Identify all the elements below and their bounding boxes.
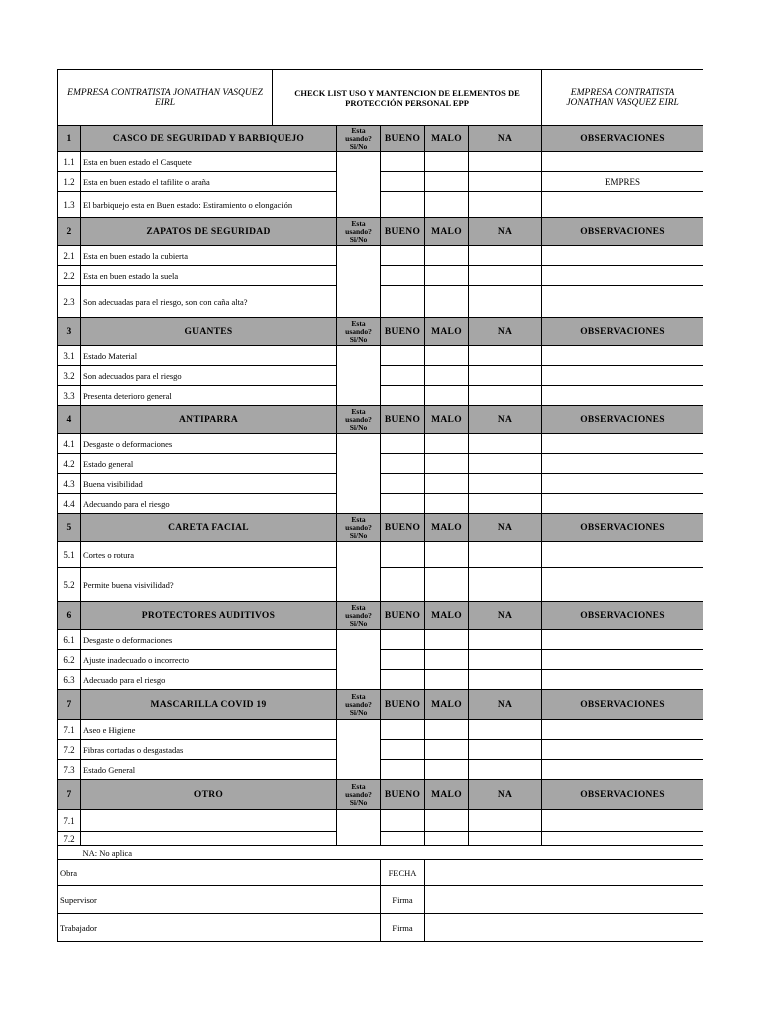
- item-number: 7.3: [58, 760, 81, 780]
- na-checkbox-cell[interactable]: [469, 760, 542, 780]
- bad-checkbox-cell[interactable]: [425, 832, 469, 846]
- bad-column-header: MALO: [425, 318, 469, 346]
- item-description: Son adecuados para el riesgo: [81, 366, 337, 386]
- good-checkbox-cell[interactable]: [381, 568, 425, 602]
- checklist-item-row: [58, 810, 704, 832]
- na-checkbox-cell[interactable]: [469, 670, 542, 690]
- observation-cell[interactable]: [542, 740, 703, 760]
- na-checkbox-cell[interactable]: [469, 720, 542, 740]
- checklist-item-row: [58, 152, 704, 172]
- item-number: 4.2: [58, 454, 81, 474]
- na-checkbox-cell[interactable]: [469, 568, 542, 602]
- header-row: [58, 70, 704, 126]
- good-checkbox-cell[interactable]: [381, 454, 425, 474]
- observation-cell[interactable]: [542, 832, 703, 846]
- good-checkbox-cell[interactable]: [381, 192, 425, 218]
- using-column-header: Esta usando? Si/No: [337, 514, 381, 542]
- good-checkbox-cell[interactable]: [381, 740, 425, 760]
- observation-cell[interactable]: [542, 266, 703, 286]
- checklist-item-row: [58, 246, 704, 266]
- document-title: CHECK LIST USO Y MANTENCION DE ELEMENTOS DE PROTECCIÓN PERSONAL EPP: [273, 70, 542, 126]
- na-checkbox-cell[interactable]: [469, 832, 542, 846]
- bad-column-header: MALO: [425, 126, 469, 152]
- bad-column-header: MALO: [425, 602, 469, 630]
- na-checkbox-cell[interactable]: [469, 152, 542, 172]
- right-company-name: EMPRESA CONTRATISTA JONATHAN VASQUEZ EIRL: [542, 70, 703, 126]
- item-description: Desgaste o deformaciones: [81, 630, 337, 650]
- item-description: Son adecuadas para el riesgo, son con caña alta?: [81, 286, 337, 318]
- good-checkbox-cell[interactable]: [381, 832, 425, 846]
- section-header-row: [58, 690, 704, 720]
- na-column-header: NA: [469, 602, 542, 630]
- bad-checkbox-cell[interactable]: [425, 286, 469, 318]
- observation-cell[interactable]: [542, 434, 703, 454]
- checklist-item-row: [58, 454, 704, 474]
- na-checkbox-cell[interactable]: [469, 386, 542, 406]
- observation-cell[interactable]: [542, 810, 703, 832]
- using-column-header: Esta usando? Si/No: [337, 218, 381, 246]
- observation-cell[interactable]: [542, 346, 703, 366]
- checklist-item-row: [58, 474, 704, 494]
- bad-checkbox-cell[interactable]: [425, 760, 469, 780]
- section-title: GUANTES: [81, 318, 337, 346]
- bad-column-header: MALO: [425, 780, 469, 810]
- bad-checkbox-cell[interactable]: [425, 810, 469, 832]
- item-description: [81, 810, 337, 832]
- using-column-header: Esta usando? Si/No: [337, 126, 381, 152]
- using-answer-cell[interactable]: [337, 346, 381, 406]
- na-column-header: NA: [469, 406, 542, 434]
- na-checkbox-cell[interactable]: [469, 266, 542, 286]
- item-description: Ajuste inadecuado o incorrecto: [81, 650, 337, 670]
- observations-column-header: OBSERVACIONES: [542, 218, 703, 246]
- item-description: Aseo e Higiene: [81, 720, 337, 740]
- item-description: Fibras cortadas o desgastadas: [81, 740, 337, 760]
- section-number: 1: [58, 126, 81, 152]
- using-answer-cell[interactable]: [337, 246, 381, 318]
- bad-checkbox-cell[interactable]: [425, 386, 469, 406]
- section-number: 4: [58, 406, 81, 434]
- supervisor-label: Supervisor: [58, 886, 381, 914]
- na-checkbox-cell[interactable]: [469, 346, 542, 366]
- na-checkbox-cell[interactable]: [469, 286, 542, 318]
- good-column-header: BUENO: [381, 406, 425, 434]
- checklist-table: [57, 69, 703, 942]
- good-checkbox-cell[interactable]: [381, 494, 425, 514]
- section-title: ZAPATOS DE SEGURIDAD: [81, 218, 337, 246]
- good-checkbox-cell[interactable]: [381, 760, 425, 780]
- good-checkbox-cell[interactable]: [381, 542, 425, 568]
- bad-checkbox-cell[interactable]: [425, 630, 469, 650]
- item-description: Esta en buen estado el tafilite o araña: [81, 172, 337, 192]
- section-title: CASCO DE SEGURIDAD Y BARBIQUEJO: [81, 126, 337, 152]
- checklist-item-row: [58, 720, 704, 740]
- good-column-header: BUENO: [381, 780, 425, 810]
- section-title: PROTECTORES AUDITIVOS: [81, 602, 337, 630]
- checklist-item-row: [58, 386, 704, 406]
- section-header-row: [58, 318, 704, 346]
- good-checkbox-cell[interactable]: [381, 172, 425, 192]
- good-checkbox-cell[interactable]: [381, 670, 425, 690]
- bad-checkbox-cell[interactable]: [425, 346, 469, 366]
- na-checkbox-cell[interactable]: [469, 810, 542, 832]
- checklist-item-row: [58, 366, 704, 386]
- item-description: El barbiquejo esta en Buen estado: Estiramiento o elongación: [81, 192, 337, 218]
- using-answer-cell[interactable]: [337, 434, 381, 514]
- signature-row: [58, 914, 704, 942]
- checklist-item-row: [58, 192, 704, 218]
- item-description: Buena visibilidad: [81, 474, 337, 494]
- signature-field[interactable]: [425, 886, 703, 914]
- bad-column-header: MALO: [425, 218, 469, 246]
- observation-cell[interactable]: [542, 246, 703, 266]
- bad-checkbox-cell[interactable]: [425, 434, 469, 454]
- item-description: Esta en buen estado la suela: [81, 266, 337, 286]
- checklist-item-row: [58, 832, 704, 846]
- na-column-header: NA: [469, 690, 542, 720]
- signature-row: [58, 886, 704, 914]
- bad-checkbox-cell[interactable]: [425, 192, 469, 218]
- na-column-header: NA: [469, 218, 542, 246]
- na-checkbox-cell[interactable]: [469, 740, 542, 760]
- bad-checkbox-cell[interactable]: [425, 720, 469, 740]
- na-column-header: NA: [469, 126, 542, 152]
- na-checkbox-cell[interactable]: [469, 474, 542, 494]
- section-title: CARETA FACIAL: [81, 514, 337, 542]
- bad-checkbox-cell[interactable]: [425, 454, 469, 474]
- bad-checkbox-cell[interactable]: [425, 246, 469, 266]
- observations-column-header: OBSERVACIONES: [542, 514, 703, 542]
- item-number: 7.2: [58, 832, 81, 846]
- item-description: Estado general: [81, 454, 337, 474]
- checklist-item-row: [58, 760, 704, 780]
- good-checkbox-cell[interactable]: [381, 630, 425, 650]
- bad-column-header: MALO: [425, 690, 469, 720]
- good-checkbox-cell[interactable]: [381, 346, 425, 366]
- item-number: 2.3: [58, 286, 81, 318]
- observation-cell[interactable]: EMPRES: [542, 172, 703, 192]
- bad-checkbox-cell[interactable]: [425, 542, 469, 568]
- item-number: 1.2: [58, 172, 81, 192]
- bad-column-header: MALO: [425, 514, 469, 542]
- section-number: 7: [58, 690, 81, 720]
- section-number: 3: [58, 318, 81, 346]
- item-description: Adecuando para el riesgo: [81, 494, 337, 514]
- observations-column-header: OBSERVACIONES: [542, 318, 703, 346]
- good-checkbox-cell[interactable]: [381, 366, 425, 386]
- item-number: 5.2: [58, 568, 81, 602]
- section-header-row: [58, 406, 704, 434]
- observations-column-header: OBSERVACIONES: [542, 406, 703, 434]
- item-number: 3.1: [58, 346, 81, 366]
- using-column-header: Esta usando? Si/No: [337, 780, 381, 810]
- checklist-sheet: [57, 69, 703, 947]
- na-checkbox-cell[interactable]: [469, 650, 542, 670]
- good-checkbox-cell[interactable]: [381, 720, 425, 740]
- item-number: 6.1: [58, 630, 81, 650]
- observation-cell[interactable]: [542, 630, 703, 650]
- na-checkbox-cell[interactable]: [469, 246, 542, 266]
- good-checkbox-cell[interactable]: [381, 474, 425, 494]
- item-description: Estado General: [81, 760, 337, 780]
- checklist-item-row: [58, 630, 704, 650]
- section-header-row: [58, 126, 704, 152]
- supervisor-signature-label: Firma: [381, 886, 425, 914]
- section-number: 2: [58, 218, 81, 246]
- item-number: 1.3: [58, 192, 81, 218]
- bad-checkbox-cell[interactable]: [425, 494, 469, 514]
- section-title: MASCARILLA COVID 19: [81, 690, 337, 720]
- section-header-row: [58, 602, 704, 630]
- observation-cell[interactable]: [542, 650, 703, 670]
- na-checkbox-cell[interactable]: [469, 172, 542, 192]
- checklist-item-row: [58, 650, 704, 670]
- observation-cell[interactable]: [542, 474, 703, 494]
- observation-cell[interactable]: [542, 760, 703, 780]
- observation-cell[interactable]: [542, 720, 703, 740]
- checklist-item-row: [58, 568, 704, 602]
- section-number: 6: [58, 602, 81, 630]
- item-description: Esta en buen estado la cubierta: [81, 246, 337, 266]
- good-checkbox-cell[interactable]: [381, 386, 425, 406]
- item-number: 6.3: [58, 670, 81, 690]
- item-number: 3.2: [58, 366, 81, 386]
- item-number: 4.4: [58, 494, 81, 514]
- item-description: Permite buena visivilidad?: [81, 568, 337, 602]
- observation-cell[interactable]: [542, 454, 703, 474]
- item-number: 6.2: [58, 650, 81, 670]
- section-header-row: [58, 514, 704, 542]
- obra-label: Obra: [58, 860, 381, 886]
- na-checkbox-cell[interactable]: [469, 192, 542, 218]
- observations-column-header: OBSERVACIONES: [542, 690, 703, 720]
- note-row: [58, 846, 704, 860]
- good-checkbox-cell[interactable]: [381, 650, 425, 670]
- using-column-header: Esta usando? Si/No: [337, 690, 381, 720]
- checklist-item-row: [58, 670, 704, 690]
- good-checkbox-cell[interactable]: [381, 246, 425, 266]
- item-number: 2.2: [58, 266, 81, 286]
- signature-row: [58, 860, 704, 886]
- section-header-row: [58, 780, 704, 810]
- item-number: 4.3: [58, 474, 81, 494]
- section-number: 7: [58, 780, 81, 810]
- checklist-item-row: [58, 494, 704, 514]
- using-answer-cell[interactable]: [337, 630, 381, 690]
- fecha-label: FECHA: [381, 860, 425, 886]
- using-answer-cell[interactable]: [337, 542, 381, 602]
- na-column-header: NA: [469, 318, 542, 346]
- section-header-row: [58, 218, 704, 246]
- na-checkbox-cell[interactable]: [469, 454, 542, 474]
- good-column-header: BUENO: [381, 514, 425, 542]
- good-column-header: BUENO: [381, 602, 425, 630]
- item-description: Adecuado para el riesgo: [81, 670, 337, 690]
- good-checkbox-cell[interactable]: [381, 266, 425, 286]
- bad-column-header: MALO: [425, 406, 469, 434]
- na-checkbox-cell[interactable]: [469, 630, 542, 650]
- good-column-header: BUENO: [381, 218, 425, 246]
- observations-column-header: OBSERVACIONES: [542, 602, 703, 630]
- checklist-item-row: [58, 286, 704, 318]
- observation-cell[interactable]: [542, 192, 703, 218]
- item-number: 7.1: [58, 810, 81, 832]
- using-answer-cell[interactable]: [337, 810, 381, 846]
- good-column-header: BUENO: [381, 318, 425, 346]
- bad-checkbox-cell[interactable]: [425, 172, 469, 192]
- na-checkbox-cell[interactable]: [469, 366, 542, 386]
- observation-cell[interactable]: [542, 366, 703, 386]
- good-checkbox-cell[interactable]: [381, 152, 425, 172]
- section-title: ANTIPARRA: [81, 406, 337, 434]
- item-number: 1.1: [58, 152, 81, 172]
- bad-checkbox-cell[interactable]: [425, 366, 469, 386]
- worker-signature-label: Firma: [381, 914, 425, 942]
- checklist-item-row: [58, 266, 704, 286]
- checklist-item-row: [58, 172, 704, 192]
- good-checkbox-cell[interactable]: [381, 810, 425, 832]
- observation-cell[interactable]: [542, 542, 703, 568]
- signature-field[interactable]: [425, 914, 703, 942]
- section-number: 5: [58, 514, 81, 542]
- item-description: [81, 832, 337, 846]
- bad-checkbox-cell[interactable]: [425, 266, 469, 286]
- item-description: Desgaste o deformaciones: [81, 434, 337, 454]
- item-description: Esta en buen estado el Casquete: [81, 152, 337, 172]
- observation-cell[interactable]: [542, 152, 703, 172]
- na-column-header: NA: [469, 514, 542, 542]
- using-column-header: Esta usando? Si/No: [337, 602, 381, 630]
- item-number: 2.1: [58, 246, 81, 266]
- worker-label: Trabajador: [58, 914, 381, 942]
- observation-cell[interactable]: [542, 386, 703, 406]
- item-description: Estado Material: [81, 346, 337, 366]
- observations-column-header: OBSERVACIONES: [542, 126, 703, 152]
- checklist-item-row: [58, 434, 704, 454]
- item-number: 4.1: [58, 434, 81, 454]
- item-number: 3.3: [58, 386, 81, 406]
- item-description: Cortes o rotura: [81, 542, 337, 568]
- na-note: NA: No aplica: [81, 846, 704, 860]
- using-column-header: Esta usando? Si/No: [337, 318, 381, 346]
- item-description: Presenta deterioro general: [81, 386, 337, 406]
- na-checkbox-cell[interactable]: [469, 494, 542, 514]
- using-answer-cell[interactable]: [337, 152, 381, 218]
- observation-cell[interactable]: [542, 494, 703, 514]
- observations-column-header: OBSERVACIONES: [542, 780, 703, 810]
- using-column-header: Esta usando? Si/No: [337, 406, 381, 434]
- bad-checkbox-cell[interactable]: [425, 568, 469, 602]
- checklist-item-row: [58, 346, 704, 366]
- good-checkbox-cell[interactable]: [381, 286, 425, 318]
- observation-cell[interactable]: [542, 568, 703, 602]
- good-checkbox-cell[interactable]: [381, 434, 425, 454]
- observation-cell[interactable]: [542, 670, 703, 690]
- bad-checkbox-cell[interactable]: [425, 152, 469, 172]
- bad-checkbox-cell[interactable]: [425, 650, 469, 670]
- item-number: 5.1: [58, 542, 81, 568]
- note-spacer: [58, 846, 81, 860]
- na-checkbox-cell[interactable]: [469, 434, 542, 454]
- bad-checkbox-cell[interactable]: [425, 670, 469, 690]
- na-column-header: NA: [469, 780, 542, 810]
- checklist-item-row: [58, 542, 704, 568]
- left-company-name: EMPRESA CONTRATISTA JONATHAN VASQUEZ EIRL: [58, 70, 273, 126]
- checklist-item-row: [58, 740, 704, 760]
- good-column-header: BUENO: [381, 690, 425, 720]
- na-checkbox-cell[interactable]: [469, 542, 542, 568]
- good-column-header: BUENO: [381, 126, 425, 152]
- item-number: 7.2: [58, 740, 81, 760]
- item-number: 7.1: [58, 720, 81, 740]
- bad-checkbox-cell[interactable]: [425, 740, 469, 760]
- section-title: OTRO: [81, 780, 337, 810]
- observation-cell[interactable]: [542, 286, 703, 318]
- using-answer-cell[interactable]: [337, 720, 381, 780]
- signature-field[interactable]: [425, 860, 703, 886]
- bad-checkbox-cell[interactable]: [425, 474, 469, 494]
